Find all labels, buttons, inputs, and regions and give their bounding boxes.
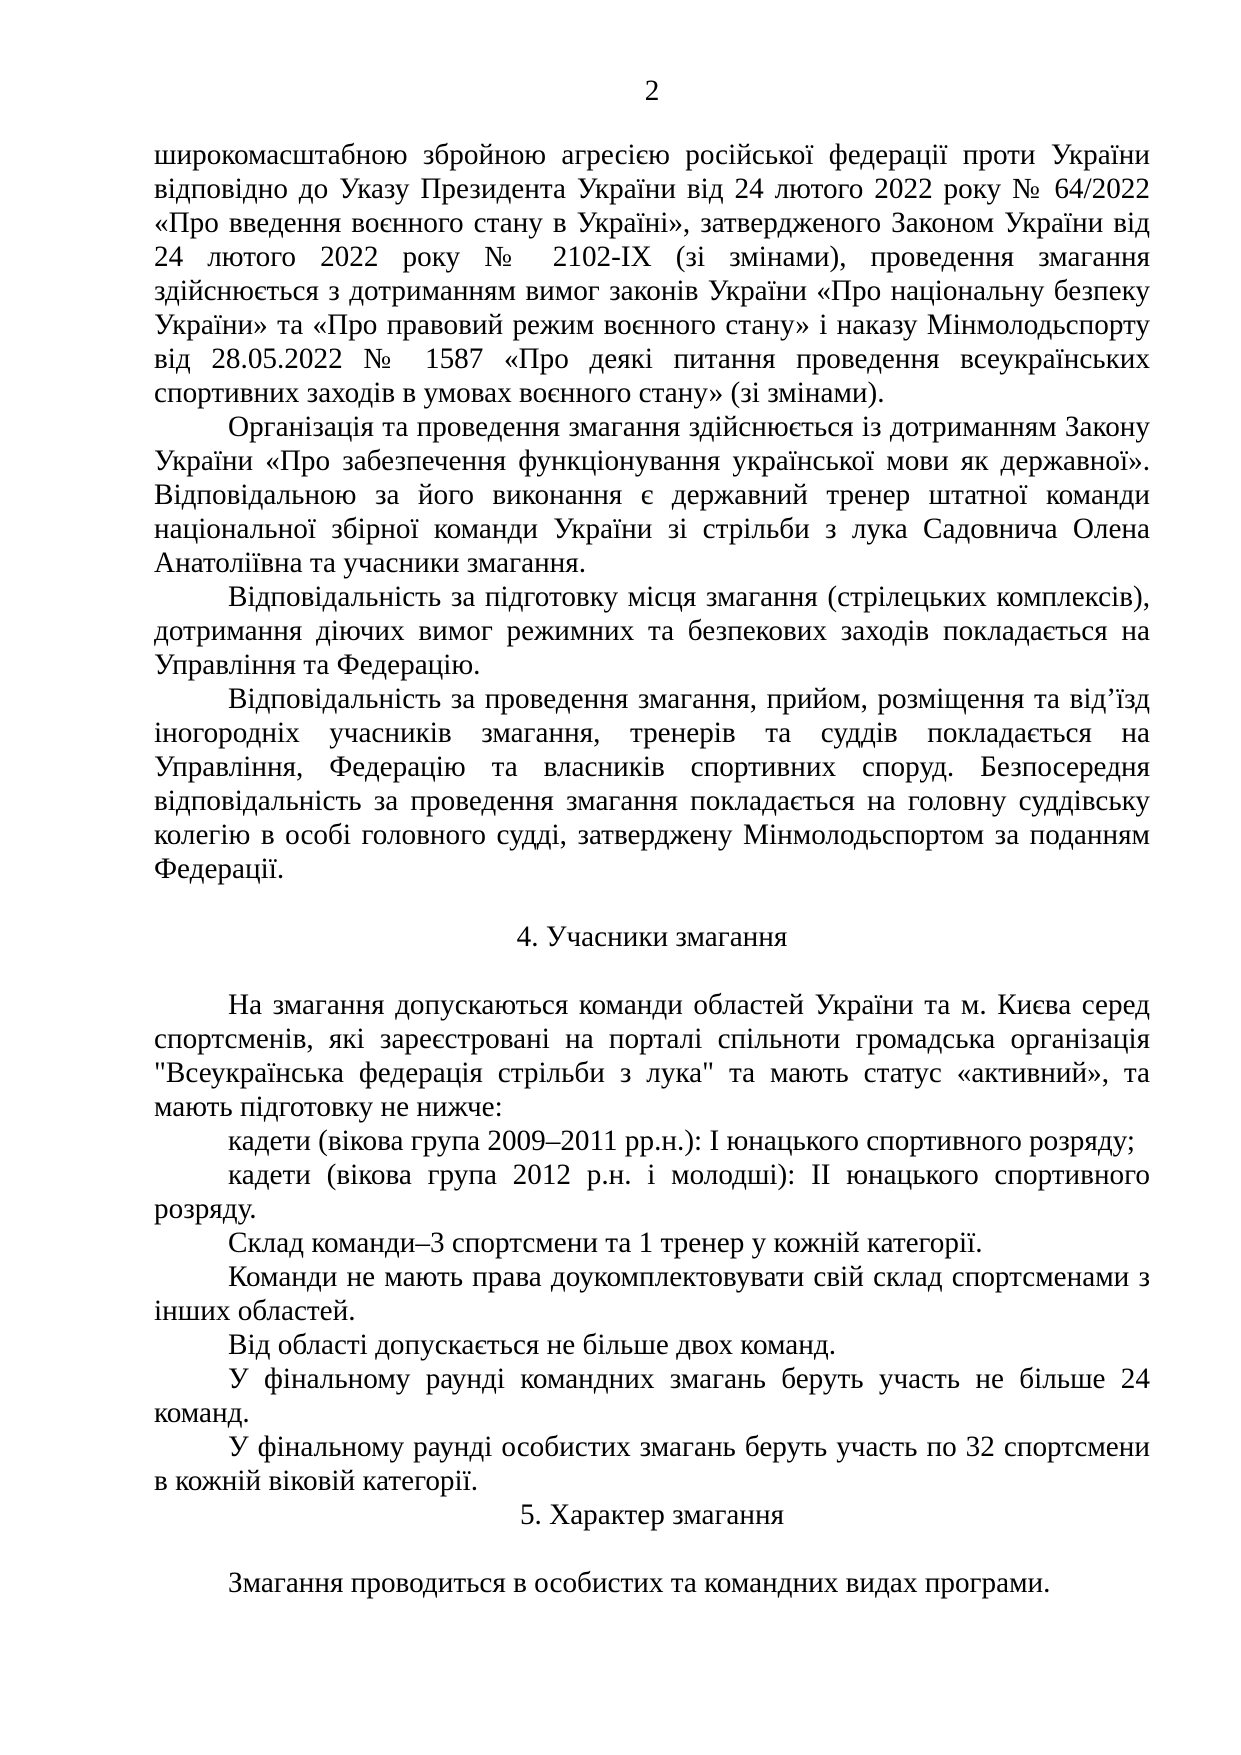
paragraph: Відповідальність за підготовку місця змагання (стрілецьких комплексів), дотримання діючих вимог режимних та безпекових заходів покладається на Управління та Федерацію.	[154, 581, 1150, 681]
paragraph: У фінальному раунді командних змагань беруть участь не більше 24 команд.	[154, 1363, 1150, 1429]
spacer	[154, 954, 1150, 988]
paragraph: На змагання допускаються команди областей України та м. Києва серед спортсменів, які зареєстровані на порталі спільноти громадська організація "Всеукраїнська федерація стрільби з лука" та мають статус «активний», та мають підготовку не нижче:	[154, 989, 1150, 1123]
spacer	[154, 886, 1150, 920]
paragraph: широкомасштабною збройною агресією російської федерації проти України відповідно до Указу Президента України від 24 лютого 2022 року № 64/2022 «Про введення воєнного стану в Україні», затвердженого Законом України від 24 лютого 2022 року № 2102-IX (зі змінами), проведення змагання здійснюється з дотриманням вимог законів України «Про національну безпеку України» та «Про правовий режим воєнного стану» і наказу Мінмолодьспорту від 28.05.2022 № 1587 «Про деякі питання проведення всеукраїнських спортивних заходів в умовах воєнного стану» (зі змінами).	[154, 139, 1150, 409]
paragraph: Організація та проведення змагання здійснюється із дотриманням Закону України «Про забезпечення функціонування української мови як державної». Відповідальною за його виконання є державний тренер штатної команди національної збірної команди України зі стрільби з лука Садовнича Олена Анатоліївна та учасники змагання.	[154, 411, 1150, 579]
paragraph: кадети (вікова група 2009–2011 рр.н.): І юнацького спортивного розряду;	[228, 1125, 1135, 1157]
paragraph: Від області допускається не більше двох команд.	[228, 1329, 837, 1361]
section-heading: 5. Характер змагання	[519, 1499, 785, 1531]
document-body	[154, 138, 1150, 1600]
paragraph: Склад команди–3 спортсмени та 1 тренер у кожній категорії.	[228, 1227, 983, 1259]
spacer	[154, 1532, 1150, 1566]
paragraph: Змагання проводиться в особистих та командних видах програми.	[228, 1567, 1051, 1599]
paragraph: У фінальному раунді особистих змагань беруть участь по 32 спортсмени в кожній віковій категорії.	[154, 1431, 1150, 1497]
paragraph: Відповідальність за проведення змагання, прийом, розміщення та від’їзд іногородніх учасників змагання, тренерів та суддів покладається на Управління, Федерацію та власників спортивних споруд. Безпосередня відповідальність за проведення змагання покладається на головну суддівську колегію в особі головного судді, затверджену Мінмолодьспортом за поданням Федерації.	[154, 683, 1150, 885]
paragraph: Команди не мають права доукомплектовувати свій склад спортсменами з інших областей.	[154, 1261, 1150, 1327]
page-number: 2	[644, 75, 660, 107]
paragraph: кадети (вікова група 2012 р.н. і молодші): ІІ юнацького спортивного розряду.	[154, 1159, 1150, 1225]
section-heading: 4. Учасники змагання	[516, 921, 788, 953]
